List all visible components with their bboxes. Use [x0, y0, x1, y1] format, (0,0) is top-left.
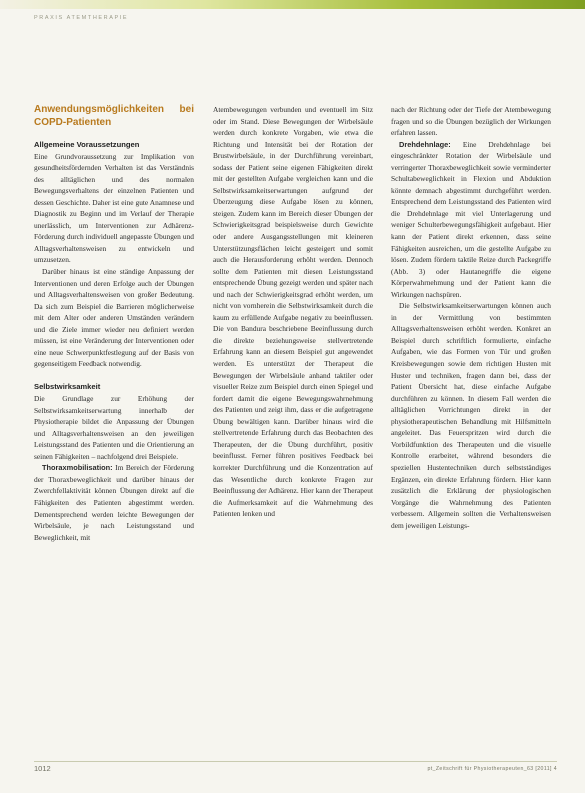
run-in-heading: Thoraxmobilisation:	[42, 463, 113, 473]
paragraph-text: Im Bereich der Förderung der Thoraxbeweglichkeit und darüber hinaus der Zwerchfellaktivität können Übungen direkt auf die Fähigkeiten des Patienten abgestimmt werden. Dementsprechend werden leichte Bewegungen der Wirbelsäule, je nach Leistungsstand und Beweglichkeit, mit	[34, 463, 194, 542]
paragraph: Die Selbstwirksamkeitserwartungen können auch in der Vermittlung von bestimmten Alltagsverhaltensweisen erhöht werden. Konkret an Beispiel durch schriftlich formulierte, einfache Aufgaben, wie das Formen von Tür und großen Kreisbewegungen sowie dem richtigen Husten mit Huster und techniken, fragen dann bei, dass der Patient Übersicht hat, diese einfache Aufgabe durchführen zu können. In diesem Fall werden die alltäglichen Vorrichtungen direkt in der physiotherapeutischen Behandlung mit Hilfsmitteln angeleitet. Das Feuerspritzen wird durch die Vorbildfunktion des Therapeuten und die visuelle Kontrolle erarbeitet, während besonders die speziellen Hustentechniken durch selbstständiges Ergänzen, ein direkte Erfahrung fördern. Hier kann zusätzlich die Erklärung der physiologischen Vorgänge die Wahrnehmung des Patienten verbessern. Allgemein sollten die Verhaltensweisen dem jeweiligen Leistungs-	[391, 301, 551, 530]
journal-citation: pt_Zeitschrift für Physiotherapeuten_63 [2011] 4	[427, 766, 557, 772]
subheading-voraussetzungen: Allgemeine Voraussetzungen	[34, 140, 140, 149]
paragraph-text: Eine Drehdehnlage bei eingeschränkter Rotation der Wirbelsäule und verringerter Thoraxbeweglichkeit sowie verminderter Schultabeweglichkeit in Flexion und Abduktion könnte demnach abgestimmt durchgeführt werden. Entsprechend dem Leistungsstand des Patienten wird die Drehdehnlage mit viel Unterlagerung und weniger Schulterbewegungsfähigkeit aufgebaut. Hier kann der Patient direkt erkennen, dass seine Fähigkeiten ausreichen, um die gestellte Aufgabe zu lösen. Zudem fördern taktile Reize durch Packegriffe (Abb. 3) oder Hautanegriffe die eigene Körperwahrnehmung und der Patient kann die Wirkungen nachspüren.	[391, 139, 551, 299]
column-2	[213, 104, 373, 520]
subheading-selbstwirksamkeit: Selbstwirksamkeit	[34, 382, 101, 392]
column-3	[391, 104, 551, 531]
section-label: PRAXIS ATEMTHERAPIE	[34, 15, 129, 21]
paragraph: Darüber hinaus ist eine ständige Anpassung der Interventionen und deren Erfolge auch der Übungen und Alltagsverhaltensweisen von großer Bedeutung. Da sich zum Beispiel die Barrieren möglicherweise mit dem Alter oder anderen Umständen verändern und die Ziele immer wieder neu definiert werden müssen, ist eine Veränderung der Interventionen oder eine neue Schwerpunktfestlegung auf der Basis von gegenseitigem Feedback notwendig.	[34, 267, 194, 369]
paragraph-thoraxmobilisation	[34, 462, 194, 543]
paragraph: nach der Richtung oder der Tiefe der Atembewegung fragen und so die Übungen bezüglich der Wirkungen erfahren lassen.	[391, 105, 551, 138]
spacer	[34, 370, 194, 382]
article-heading: Anwendungsmöglichkeiten bei COPD-Patienten	[34, 104, 194, 128]
page-number: 1012	[34, 764, 51, 773]
column-1	[34, 104, 194, 543]
run-in-heading: Drehdehnlage:	[399, 139, 451, 149]
top-color-band	[0, 0, 585, 9]
paragraph: Die Grundlage zur Erhöhung der Selbstwirksamkeitserwartung innerhalb der Physiotherapie bildet die Anpassung der Übungen und Alltagsverhaltensweisen an den jeweiligen Leistungsstand des Patienten und die Orientierung an seinen Fähigkeiten – nachfolgend drei Beispiele.	[34, 394, 194, 461]
paragraph: Eine Grundvoraussetzung zur Implikation von gesundheitsfördernden Verhalten ist das Verständnis des alltäglichen und des normalen Bewegungsverhaltens der einzelnen Patienten und dessen Geschichte. Daher ist eine gute Anamnese und Diagnostik zu Beginn und im Verlauf der Therapie unerlässlich, um Interventionen zur Adhärenz-Förderung durch individuell angepasste Übungen und Alltagsverhaltensweisen zu entwickeln und umzusetzen.	[34, 151, 194, 265]
paragraph: Atembewegungen verbunden und eventuell im Sitz oder im Stand. Diese Bewegungen der Wirbelsäule werden durch konkrete Vorgaben, wie etwa die Richtung und Intensität bei der Rotation der Brustwirbelsäule, in der Durchführung vereinbart, sodass der Patient seine eigenen Fähigkeiten direkt mit der gestellten Aufgabe vergleichen kann und die Selbstwirksamkeitserwartungen aufgrund der Überzeugung diese Aufgabe lösen zu können, steigen. Zudem kann im Bereich dieser Übungen der Schwierigkeitsgrad beispielsweise durch Gewichte oder andere Ausgangsstellungen mit kleineren Unterstützungsflächen leicht gesteigert und somit auch die Herausforderung erhöht werden. Dennoch sollte dem Patienten mit diesen Leistungsstand entsprechende Übung gezeigt werden und später nach und nach der Schwierigkeitsgrad erhöht werden, um nicht von vornherein die Selbstwirksamkeit durch die kaum zu erfüllende Aufgabe negativ zu beeinflussen. Die von Bandura beschriebene Beeinflussung durch die direkte beziehungsweise stellvertretende Erfahrung kann an diesem Beispiel gut angewendet werden. Es unterstützt der Therapeut die Bewegungen der Wirbelsäule anhand taktiler oder visueller Reize zum Beispiel durch einen Spiegel und fordert damit die eigene Bewegungswahrnehmung des Patienten und zeigt ihm, dass er die aufgetragene Übung bewältigen kann. Darüber hinaus wird die stellvertretende Erfahrung durch das Beobachten des Therapeuten, der die Übung durchführt, positiv beeinflusst. Ferner führen positives Feedback bei korrekter Durchführung und die Konzentration auf das Wesentliche durch konkrete Fragen zur Beeinflussung der Adhärenz. Hier kann der Therapeut die Aufmerksamkeit auf die Wahrnehmung des Patienten lenken und	[213, 105, 373, 519]
paragraph-drehdehnlage	[391, 139, 551, 301]
footer-rule	[34, 761, 557, 762]
